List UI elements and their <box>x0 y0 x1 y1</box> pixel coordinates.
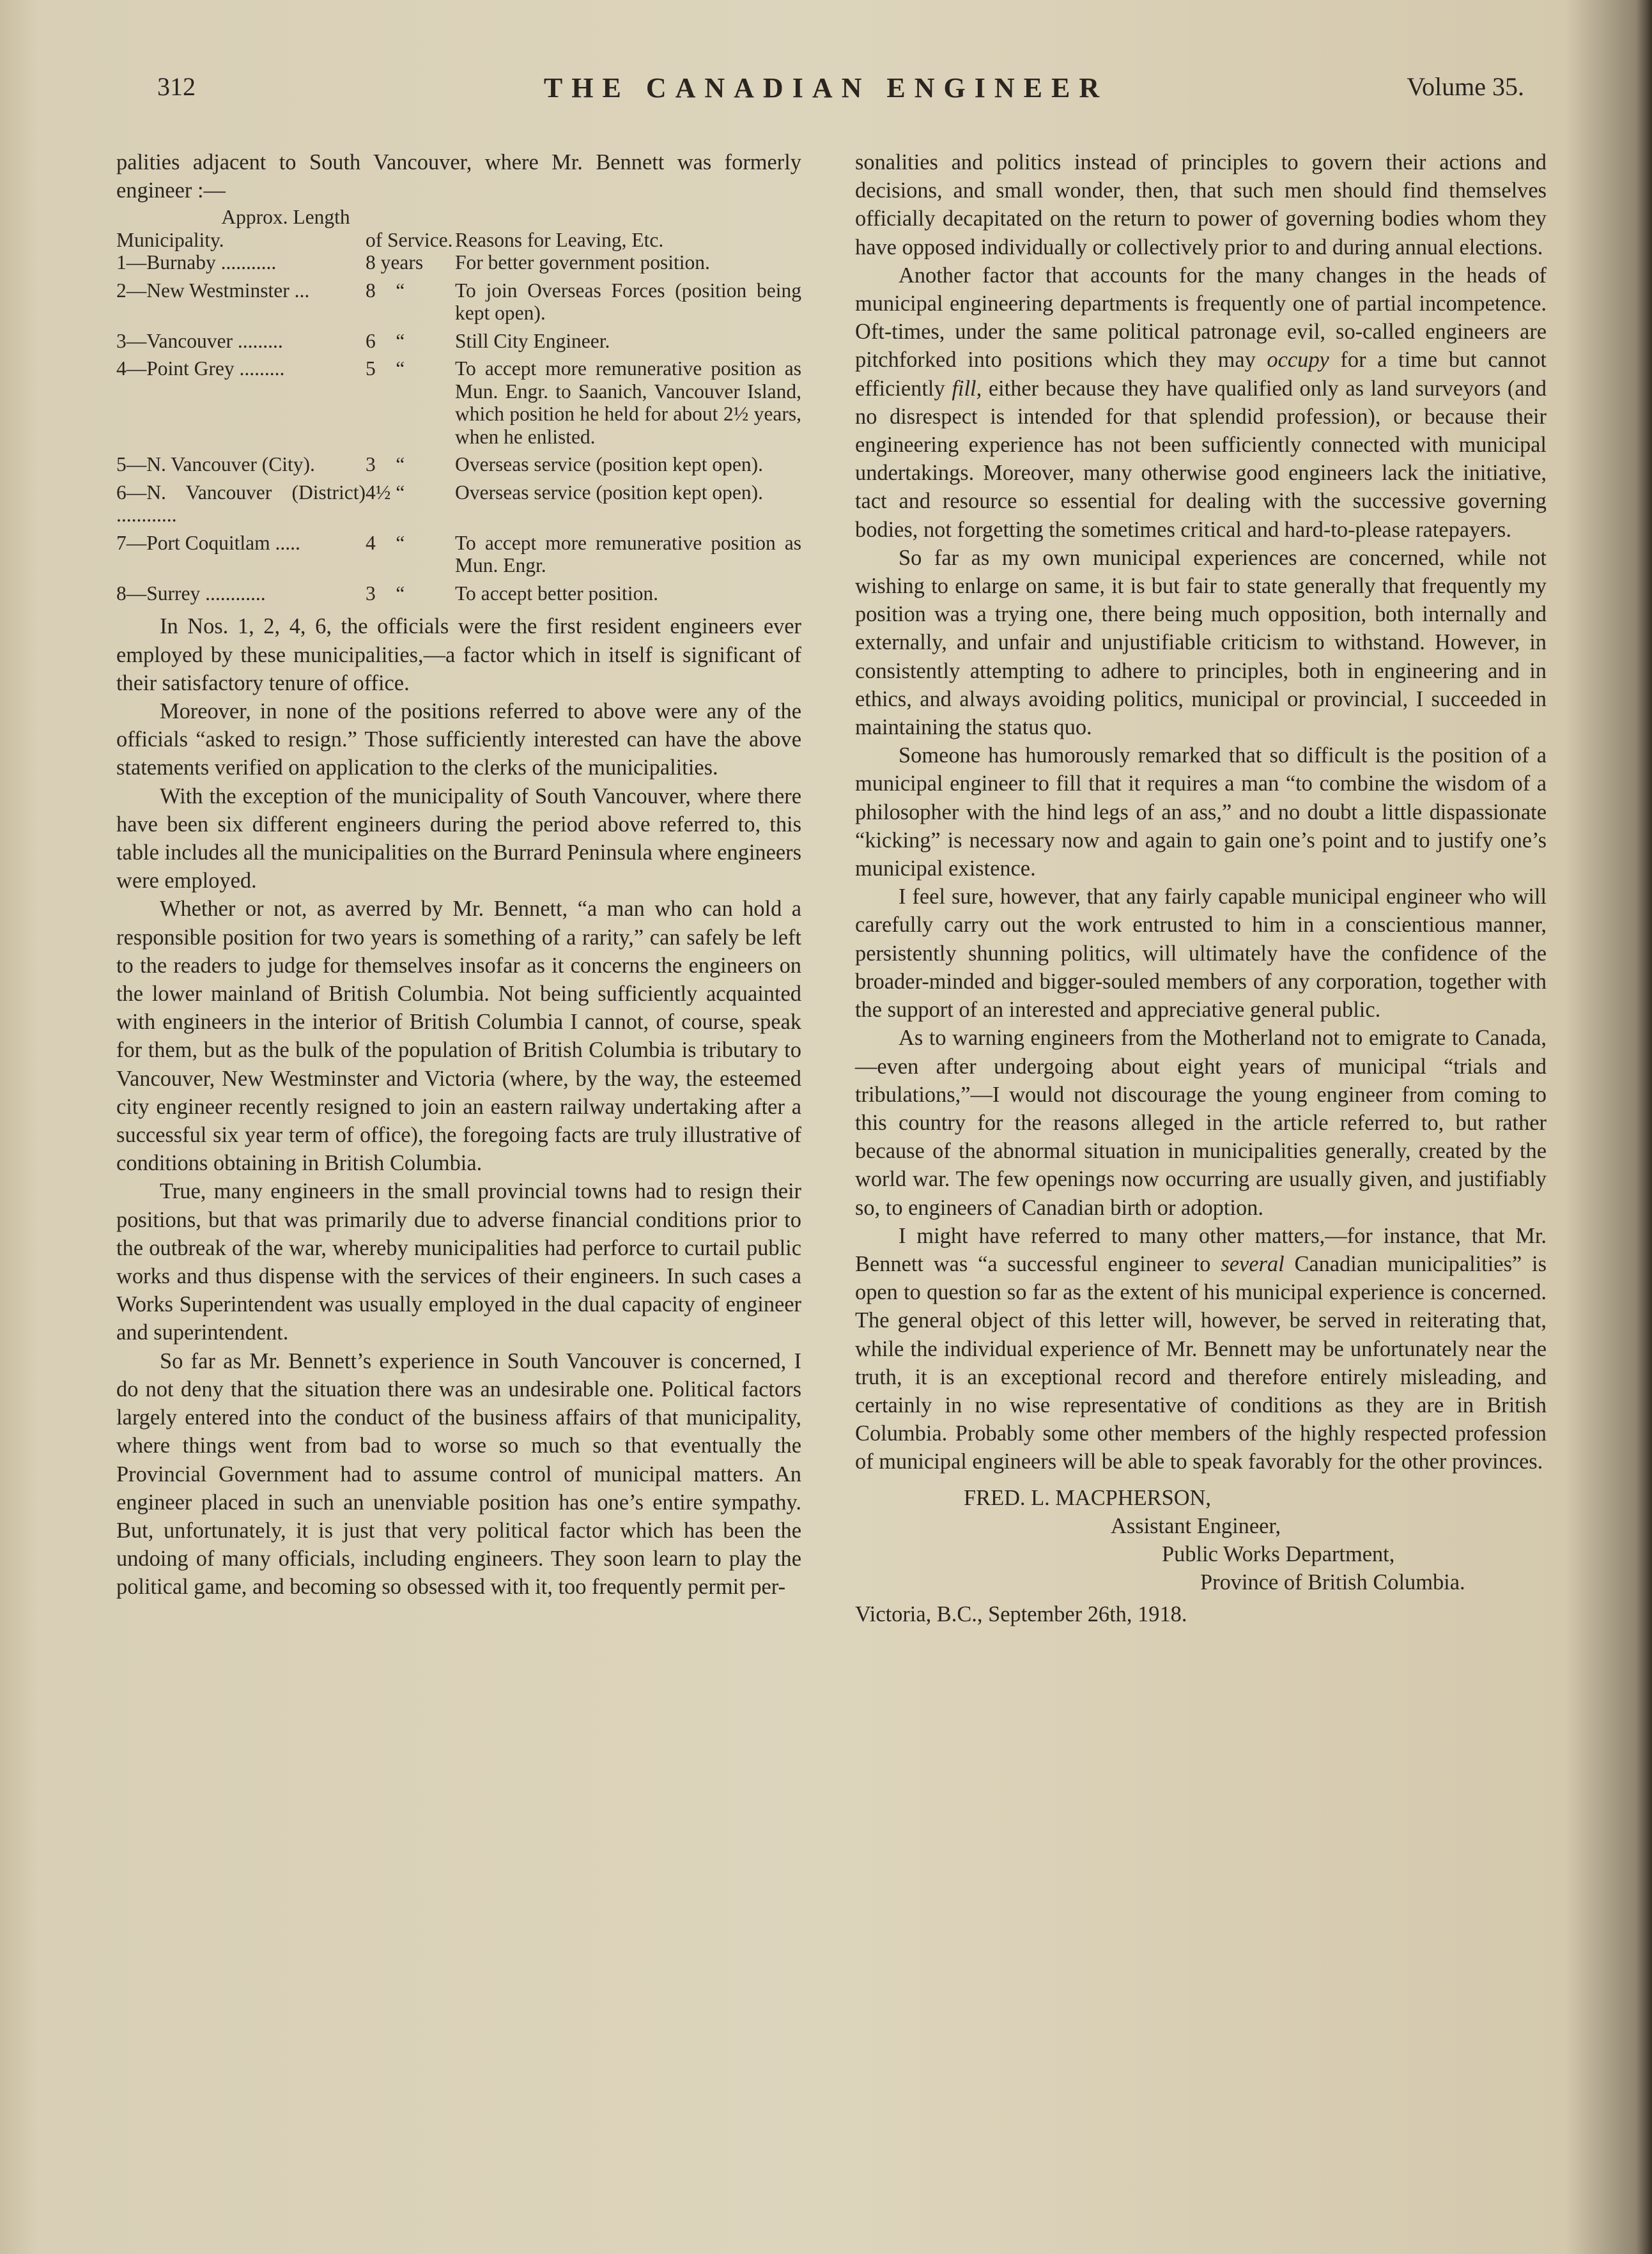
row-reason: Overseas service (position kept open). <box>455 481 763 504</box>
row-municipality: 6—N. Vancouver (District) ............ <box>116 481 366 527</box>
row-municipality: 8—Surrey ............ <box>116 582 266 605</box>
table-header-top <box>116 206 801 229</box>
row-years: 8 years <box>366 251 424 274</box>
header-reasons: Reasons for Leaving, Etc. <box>455 228 664 251</box>
row-reason: To join Overseas Forces (position being kept open). <box>455 279 801 325</box>
table-row <box>116 330 801 358</box>
left-column <box>116 148 801 1602</box>
table-row <box>116 453 801 481</box>
row-years: 4½ “ <box>366 481 405 504</box>
body-paragraph: With the exception of the municipality of South Vancouver, where there have been six different engineers during the period above referred to, this table includes all the municipalities on the Burrard Peninsula where engineers were employed. <box>116 783 801 893</box>
row-years: 3 “ <box>366 453 405 476</box>
text-run: I might have referred to many other matters,—for instance, that Mr. Bennett was “a successful engineer to <box>855 1223 1547 1276</box>
page-header <box>0 72 1652 116</box>
row-municipality: 2—New Westminster ... <box>116 279 310 302</box>
intro-paragraph: palities adjacent to South Vancouver, where Mr. Bennett was formerly engineer :— <box>116 150 801 203</box>
row-municipality: 7—Port Coquitlam ..... <box>116 531 300 554</box>
table-row <box>116 279 801 330</box>
table-row <box>116 481 801 532</box>
body-paragraph <box>855 261 1547 544</box>
journal-title: THE CANADIAN ENGINEER <box>543 72 1109 104</box>
table-row <box>116 582 801 610</box>
signature-department: Public Works Department, <box>1162 1541 1395 1566</box>
italic-several: several <box>1221 1251 1285 1276</box>
body-paragraph: I feel sure, however, that any fairly capable municipal engineer who will carefully carry out the work entrusted to him in a conscientious manner, persistently shunning politics, will ultimately have the confidence of the broader-minded and bigger-souled members of any corporation, together with the support of an interested and appreciative general public. <box>855 884 1547 1023</box>
header-service: of Service. <box>366 228 453 251</box>
body-paragraph <box>855 1222 1547 1476</box>
table-header <box>116 229 801 252</box>
italic-occupy: occupy <box>1267 348 1329 373</box>
row-years: 8 “ <box>366 279 405 302</box>
volume-label: Volume 35. <box>1407 72 1524 101</box>
row-reason: Overseas service (position kept open). <box>455 453 763 476</box>
row-years: 4 “ <box>366 531 405 554</box>
dateline: Victoria, B.C., September 26th, 1918. <box>855 1602 1187 1626</box>
body-paragraph: As to warning engineers from the Motherland not to emigrate to Canada,—even after undergoing about eight years of municipal “trials and tribulations,”—I would not discourage the young engineer from coming to this country for the reasons alleged in the article referred to, but rather because of the abnormal situation in municipalities generally, created by the world war. The few openings now occurring are usually given, and justifiably so, to engineers of Canadian birth or adoption. <box>855 1026 1547 1220</box>
text-run: Another factor that accounts for the many changes in the heads of municipal engineering departments is frequently one of partial incompetence. Oft-times, under the same political patronage evil, so-called engineers are pitchforked into positions which they may <box>855 263 1547 373</box>
row-years: 5 “ <box>366 357 405 380</box>
header-municipality: Municipality. <box>116 228 224 251</box>
row-years: 6 “ <box>366 329 405 352</box>
signature-title: Assistant Engineer, <box>1111 1513 1281 1538</box>
row-reason: Still City Engineer. <box>455 329 610 352</box>
row-reason: For better government position. <box>455 251 710 274</box>
italic-fill: fill, <box>952 376 982 401</box>
row-reason: To accept better position. <box>455 582 658 605</box>
body-paragraph: Whether or not, as averred by Mr. Bennett, “a man who can hold a responsible position for two years is something of a rarity,” can safely be left to the readers to judge for themselves insofar as it concerns the engineers on the lower mainland of British Columbia. Not being sufficiently acquainted with engineers in the interior of British Columbia I cannot, of course, speak for them, but as the bulk of the population of British Columbia is tributary to Vancouver, New Westminster and Victoria (where, by the way, the esteemed city engineer recently resigned to join an eastern railway undertaking after a successful six year term of office), the foregoing facts are truly illustrative of conditions obtaining in British Columbia. <box>116 897 801 1176</box>
body-paragraph: True, many engineers in the small provincial towns had to resign their positions, but that was primarily due to adverse financial conditions prior to the outbreak of the war, whereby municipalities had perforce to curtail public works and thus dispense with the services of their engineers. In such cases a Works Superintendent was usually employed in the dual capacity of engineer and superintendent. <box>116 1179 801 1345</box>
table-row <box>116 251 801 279</box>
signature-name: FRED. L. MACPHERSON, <box>964 1485 1211 1510</box>
continuation-paragraph: sonalities and politics instead of principles to govern their actions and decisions, and small wonder, then, that such men should find themselves officially decapitated on the return to power of governing bodies whom they have opposed individually or collectively prior to and during annual elections. <box>855 150 1547 259</box>
signature-block <box>855 1484 1547 1628</box>
row-reason: To accept more remunerative position as Mun. Engr. to Saanich, Vancouver Island, which position he held for about 2½ years, when he enlisted. <box>455 357 801 448</box>
text-run: either because they have qualified only as land surveyors (and no disrespect is intended for that splendid profession), or because their engineering experience has not been sufficiently connected with municipal undertakings. Moreover, many otherwise good engineers lack the initiative, tact and resource so essential for dealing with the successive governing bodies, not forgetting the sometimes critical and hard-to-please ratepayers. <box>855 376 1547 542</box>
row-municipality: 4—Point Grey ......... <box>116 357 285 380</box>
body-paragraph: Moreover, in none of the positions referred to above were any of the officials “asked to resign.” Those sufficiently interested can have the above statements verified on application to the clerks of the municipalities. <box>116 699 801 780</box>
municipality-table <box>116 206 801 610</box>
page-number: 312 <box>157 72 196 101</box>
right-column <box>855 148 1547 1628</box>
text-run: for a time but cannot efficiently <box>855 348 1547 401</box>
row-municipality: 5—N. Vancouver (City). <box>116 453 315 476</box>
header-approx-length: Approx. Length <box>221 206 350 229</box>
table-row <box>116 532 801 582</box>
signature-province: Province of British Columbia. <box>1200 1570 1465 1594</box>
body-paragraph: In Nos. 1, 2, 4, 6, the officials were the first resident engineers ever employed by these municipalities,—a factor which in itself is significant of their satisfactory tenure of office. <box>116 614 801 695</box>
body-paragraph: Someone has humorously remarked that so difficult is the position of a municipal engineer to fill that it requires a man “to combine the wisdom of a philosopher with the hind legs of an ass,” and no doubt a little dispassionate “kicking” is necessary now and again to gain one’s point and to justify one’s municipal existence. <box>855 743 1547 881</box>
text-run: Canadian municipalities” is open to question so far as the extent of his municipal experience is concerned. The general object of this letter will, however, be served in reiterating that, while the individual experience of Mr. Bennett may be unfortunately near the truth, it is an exceptional record and therefore entirely misleading, and certainly in no wise representative of conditions as they are in British Columbia. Probably some other members of the highly respected profession of municipal engineers will be able to speak favorably for the other provinces. <box>855 1251 1547 1474</box>
table-row <box>116 357 801 453</box>
row-reason: To accept more remunerative position as Mun. Engr. <box>455 531 801 577</box>
row-municipality: 1—Burnaby ........... <box>116 251 277 274</box>
row-municipality: 3—Vancouver ......... <box>116 329 283 352</box>
body-paragraph: So far as my own municipal experiences are concerned, while not wishing to enlarge on same, it is but fair to state generally that frequently my position was a trying one, there being much opposition, both internally and externally, and unfair and unjustifiable criticism to withstand. However, in consistently attempting to adhere to principles, both in engineering and in ethics, and always avoiding politics, municipal or provincial, I succeeded in maintaining the status quo. <box>855 545 1547 740</box>
row-years: 3 “ <box>366 582 405 605</box>
body-paragraph: So far as Mr. Bennett’s experience in South Vancouver is concerned, I do not deny that the situation there was an undesirable one. Political factors largely entered into the conduct of the business affairs of that municipality, where things went from bad to worse so much so that eventually the Provincial Government had to assume control of municipal matters. An engineer placed in such an unenviable position has one’s entire sympathy. But, unfortunately, it is just that very political factor which has been the undoing of many officials, including engineers. They soon learn to play the political game, and becoming so obsessed with it, too frequently permit per- <box>116 1348 801 1600</box>
